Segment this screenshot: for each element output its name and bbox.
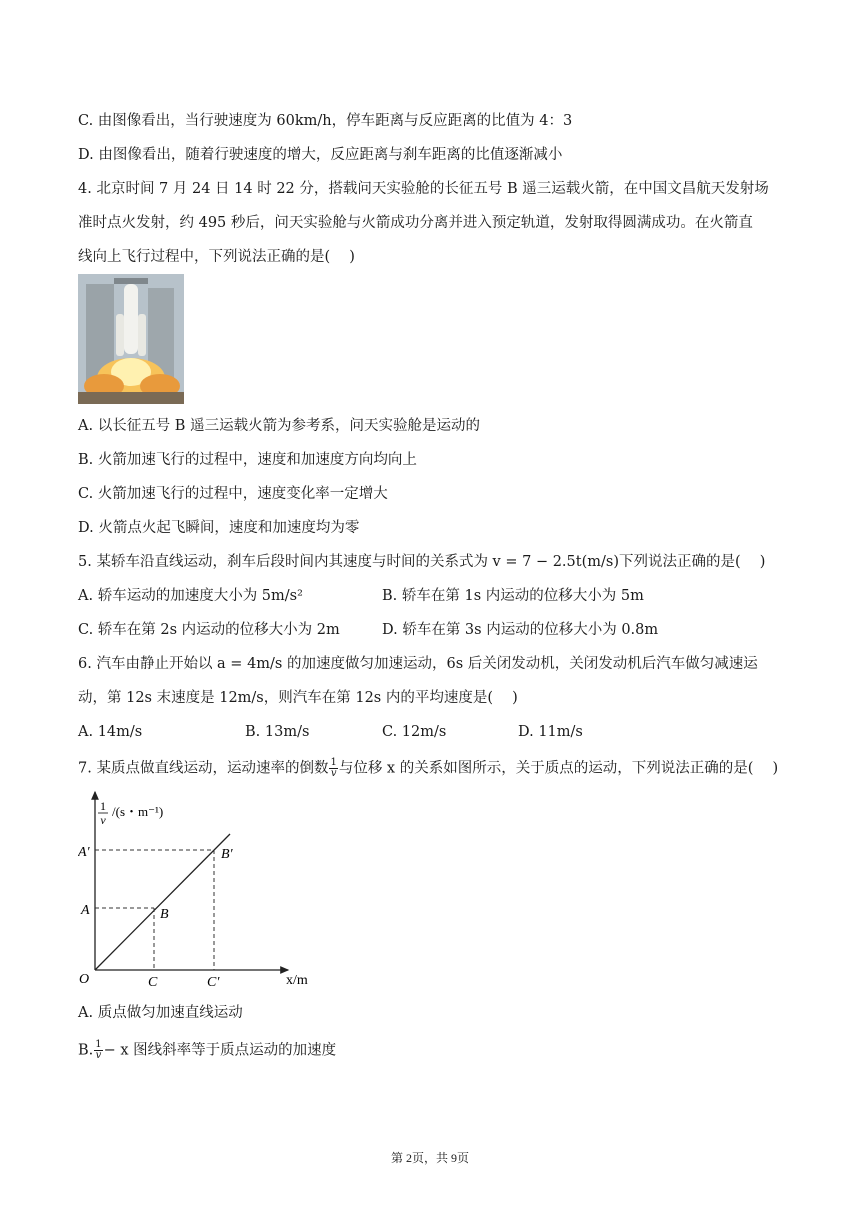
q7-option-b-frac-den: v <box>95 1050 102 1061</box>
q5-option-b: B. 轿车在第 1s 内运动的位移大小为 5m <box>382 588 644 604</box>
q6-stem-line2: 动，第 12s 末速度是 12m/s，则汽车在第 12s 内的平均速度是( ) <box>78 690 518 706</box>
label-c: C <box>148 975 158 990</box>
label-origin: O <box>79 972 90 987</box>
q7-option-b-frac-num: 1 <box>95 1039 102 1050</box>
y-label-den: v <box>100 813 106 827</box>
q7-stem-fraction <box>329 758 337 779</box>
q7-stem <box>78 758 778 779</box>
y-label-unit: /(s・m⁻¹) <box>112 804 164 819</box>
q4-stem-line3: 线向上飞行过程中，下列说法正确的是( ) <box>78 249 355 265</box>
label-a: A <box>81 903 90 918</box>
q7-graph <box>78 788 328 994</box>
q7-frac-den: v <box>330 768 337 779</box>
q7-option-b-prefix: B. <box>78 1042 94 1059</box>
q6-option-d: D. 11m/s <box>518 724 583 740</box>
q4-stem-line2: 准时点火发射，约 495 秒后，问天实验舱与火箭成功分离并进入预定轨道，发射取得圆满成功。在火箭直 <box>78 215 753 231</box>
rocket-launch-image <box>78 274 184 404</box>
q6-option-c: C. 12m/s <box>382 724 447 740</box>
label-b: B <box>160 907 169 922</box>
graph-line <box>95 834 230 970</box>
q7-option-a: A. 质点做匀加速直线运动 <box>78 1005 243 1021</box>
label-b-prime: B′ <box>221 847 233 862</box>
q4-stem-line1: 4. 北京时间 7 月 24 日 14 时 22 分，搭载问天实验舱的长征五号 B 遥三运载火箭，在中国文昌航天发射场 <box>78 181 769 197</box>
q4-option-c: C. 火箭加速飞行的过程中，速度变化率一定增大 <box>78 486 388 502</box>
q3-option-d: D. 由图像看出，随着行驶速度的增大，反应距离与刹车距离的比值逐渐减小 <box>78 147 563 163</box>
page-footer: 第 2页，共 9页 <box>390 1151 469 1165</box>
q7-option-b <box>78 1040 336 1061</box>
q5-option-a: A. 轿车运动的加速度大小为 5m/s² <box>78 588 303 604</box>
q4-option-a: A. 以长征五号 B 遥三运载火箭为参考系，问天实验舱是运动的 <box>78 418 481 434</box>
q5-option-d: D. 轿车在第 3s 内运动的位移大小为 0.8m <box>382 622 659 638</box>
q6-option-a: A. 14m/s <box>78 724 143 740</box>
rocket-illustration <box>78 274 184 404</box>
q6-option-b: B. 13m/s <box>245 724 310 740</box>
q4-option-d: D. 火箭点火起飞瞬间，速度和加速度均为零 <box>78 520 360 536</box>
q7-stem-pre: 7. 某质点做直线运动，运动速率的倒数 <box>78 760 329 777</box>
q7-option-b-fraction <box>94 1040 102 1061</box>
q5-stem: 5. 某轿车沿直线运动，刹车后段时间内其速度与时间的关系式为 v = 7 − 2.5t(m/s)下列说法正确的是( ) <box>78 554 766 570</box>
q6-stem-line1: 6. 汽车由静止开始以 a = 4m/s 的加速度做匀加速运动，6s 后关闭发动机，关闭发动机后汽车做匀减速运 <box>78 656 758 672</box>
q7-stem-post: 与位移 x 的关系如图所示，关于质点的运动，下列说法正确的是( ) <box>338 760 779 777</box>
q5-option-c: C. 轿车在第 2s 内运动的位移大小为 2m <box>78 622 340 638</box>
y-label-num: 1 <box>100 799 106 813</box>
label-c-prime: C′ <box>207 975 220 990</box>
q4-option-b: B. 火箭加速飞行的过程中，速度和加速度方向均向上 <box>78 452 417 468</box>
q7-option-b-rest: − x 图线斜率等于质点运动的加速度 <box>103 1042 337 1059</box>
q3-option-c: C. 由图像看出，当行驶速度为 60km/h，停车距离与反应距离的比值为 4：3 <box>78 113 573 129</box>
x-label: x/m <box>286 973 308 988</box>
label-a-prime: A′ <box>78 845 90 860</box>
q7-frac-num: 1 <box>330 757 337 768</box>
